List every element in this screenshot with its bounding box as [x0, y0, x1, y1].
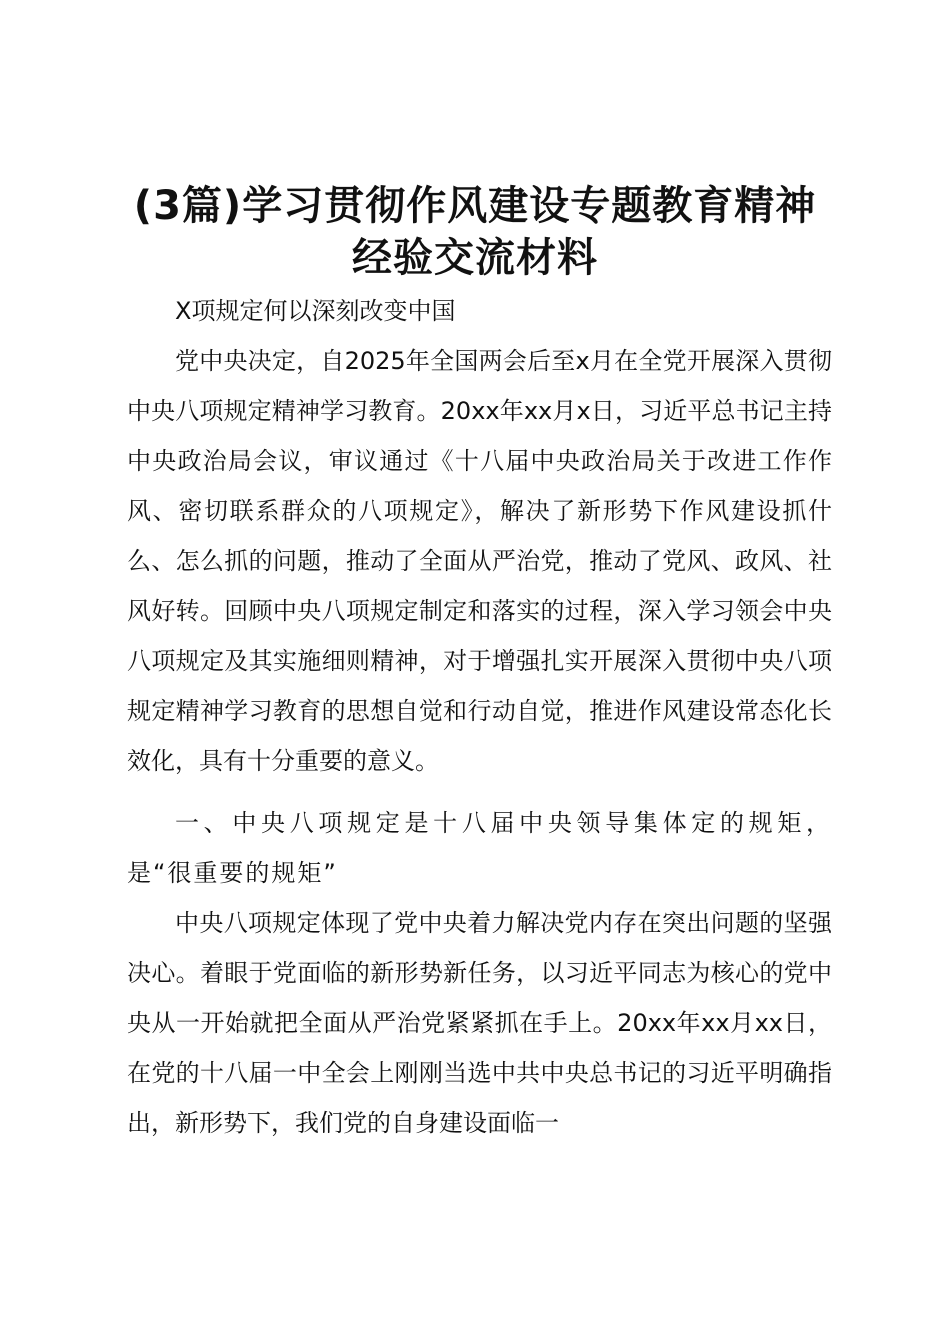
document-body [127, 286, 832, 1148]
document-title-line-2: 经验交流材料 [352, 235, 598, 281]
paragraph-section-1: 中央八项规定体现了党中央着力解决党内存在突出问题的坚强决心。着眼于党面临的新形势新任务，以习近平同志为核心的党中央从一开始就把全面从严治党紧紧抓在手上。20xx年xx月xx日，在党的十八届一中全会上刚刚当选中共中央总书记的习近平明确指出，新形势下，我们党的自身建设面临一 [127, 909, 832, 1137]
section-heading-1: 一、中央八项规定是十八届中央领导集体定的规矩，是“很重要的规矩” [127, 809, 832, 887]
paragraph-intro: 党中央决定，自2025年全国两会后至x月在全党开展深入贯彻中央八项规定精神学习教育。20xx年xx月x日，习近平总书记主持中央政治局会议，审议通过《十八届中央政治局关于改进工作作风、密切联系群众的八项规定》，解决了新形势下作风建设抓什么、怎么抓的问题，推动了全面从严治党，推动了党风、政风、社风好转。回顾中央八项规定制定和落实的过程，深入学习领会中央八项规定及其实施细则精神，对于增强扎实开展深入贯彻中央八项规定精神学习教育的思想自觉和行动自觉，推进作风建设常态化长效化，具有十分重要的意义。 [127, 347, 832, 775]
document-title-line-1: (3篇)学习贯彻作风建设专题教育精神 [133, 183, 817, 229]
document-subtitle: X项规定何以深刻改变中国 [175, 297, 456, 325]
